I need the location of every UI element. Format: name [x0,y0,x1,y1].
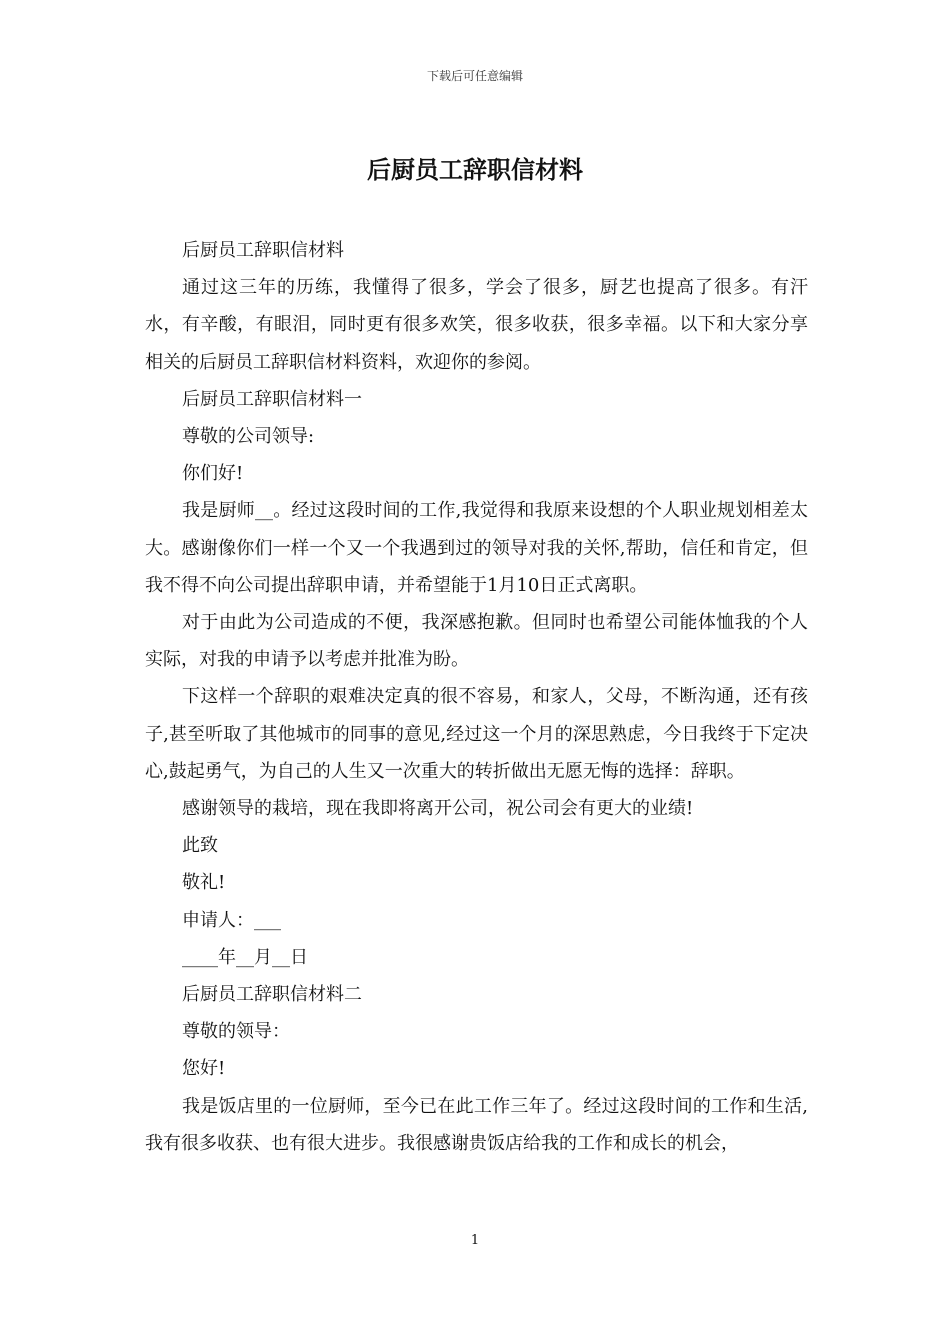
paragraph-letter-two-heading: 后厨员工辞职信材料二 [182,984,362,1006]
paragraph-subtitle: 后厨员工辞职信材料 [182,240,344,261]
paragraph-date: ____年__月__日 [182,946,308,968]
paragraph-body: 我是饭店里的一位厨师，至今已在此工作三年了。经过这段时间的工作和生活,我有很多收获、也有很大进步。我很感谢贵饭店给我的工作和成长的机会， [145,1095,808,1154]
paragraph-letter-one-heading: 后厨员工辞职信材料一 [182,388,362,410]
document-title: 后厨员工辞职信材料 [367,155,583,184]
paragraph-greeting: 你们好! [182,463,244,485]
paragraph-closing: 此致 [182,835,218,857]
paragraph-body: 感谢领导的栽培，现在我即将离开公司，祝公司会有更大的业绩! [182,798,694,820]
document-body [145,232,808,1162]
paragraph-body: 对于由此为公司造成的不便，我深感抱歉。但同时也希望公司能体恤我的个人实际，对我的申请予以考虑并批准为盼。 [145,612,808,671]
paragraph-greeting: 您好! [182,1058,226,1080]
paragraph-body: 我是厨师__。经过这段时间的工作,我觉得和我原来设想的个人职业规划相差太大。感谢像你们一样一个又一个我遇到过的领导对我的关怀,帮助，信任和肯定，但我不得不向公司提出辞职申请，并希望能于1月10日正式离职。 [145,500,808,596]
paragraph-closing: 敬礼! [182,872,226,894]
page-number: 1 [470,1233,480,1248]
paragraph-applicant: 申请人：___ [182,909,281,931]
paragraph-salutation: 尊敬的领导： [182,1021,290,1043]
paragraph-body: 下这样一个辞职的艰难决定真的很不容易，和家人，父母，不断沟通，还有孩子,甚至听取了其他城市的同事的意见,经过这一个月的深思熟虑，今日我终于下定决心,鼓起勇气，为自己的人生又一次重大的转折做出无愿无悔的选择：辞职。 [145,686,808,782]
paragraph-salutation: 尊敬的公司领导: [182,426,315,448]
paragraph-intro: 通过这三年的历练，我懂得了很多，学会了很多，厨艺也提高了很多。有汗水，有辛酸，有眼泪，同时更有很多欢笑，很多收获，很多幸福。以下和大家分享相关的后厨员工辞职信材料资料，欢迎你的参阅。 [145,277,808,373]
page-header-note: 下载后可任意编辑 [426,69,523,83]
